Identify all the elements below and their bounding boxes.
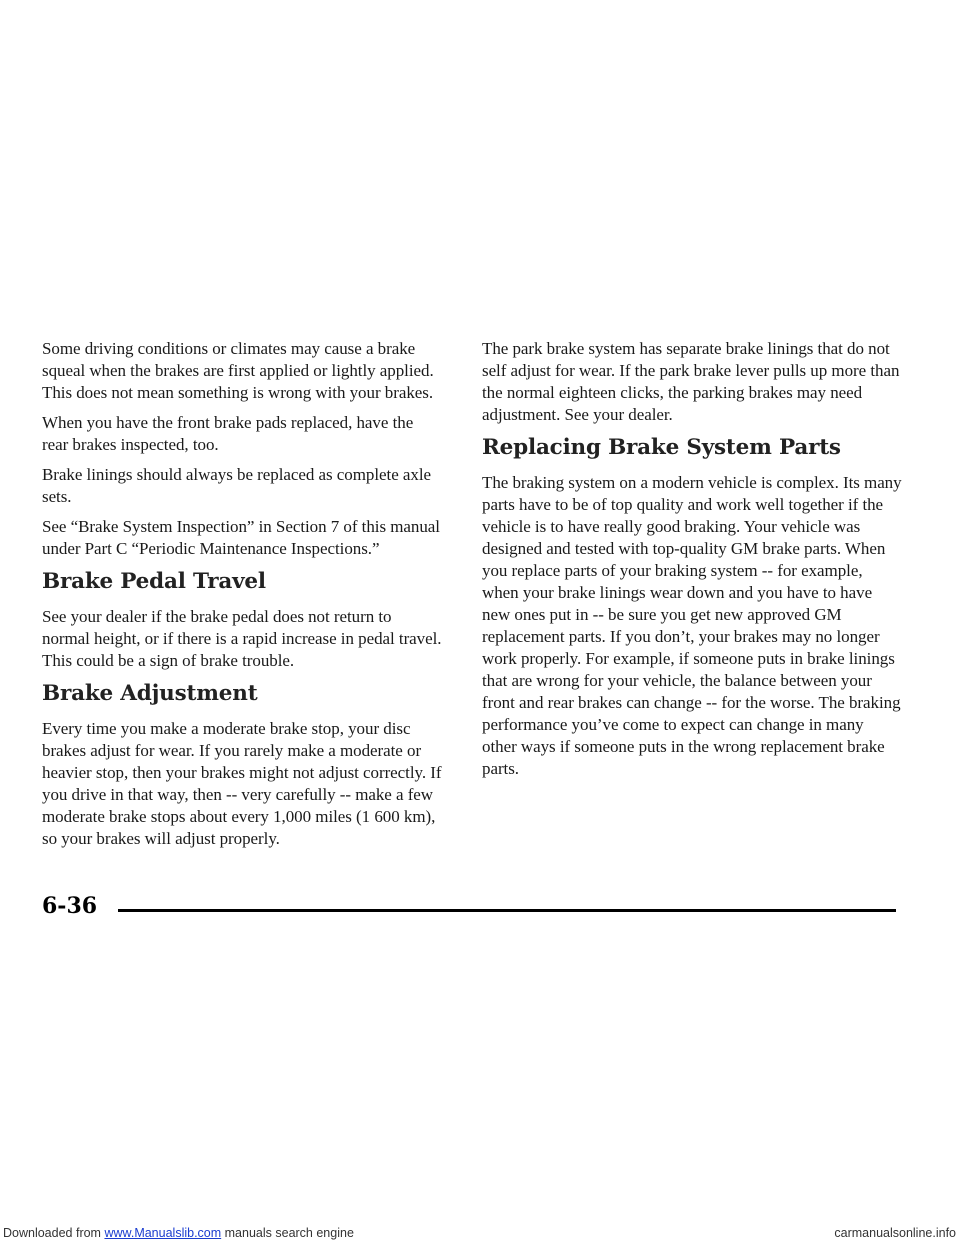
paragraph-front-pads: When you have the front brake pads replaced, have the rear brakes inspected, too. <box>42 413 414 454</box>
footer-suffix: manuals search engine <box>221 1226 354 1240</box>
footer-left <box>3 1226 354 1240</box>
footer-prefix: Downloaded from <box>3 1226 105 1240</box>
paragraph-pedal-travel: See your dealer if the brake pedal does not return to normal height, or if there is a rapid increase in pedal travel. This could be a sign of brake trouble. <box>42 607 442 670</box>
heading-brake-pedal-travel: Brake Pedal Travel <box>42 569 266 594</box>
paragraph-replacing-parts: The braking system on a modern vehicle is complex. Its many parts have to be of top quality and work well together if the vehicle is to have really good braking. Your vehicle was designed and tested with top-quality GM brake parts. When you replace parts of your braking system -- for example, when your brake linings wear down and you have to have new ones put in -- be sure you get new approved GM replacement parts. If you don’t, your brakes may no longer work properly. For example, if someone puts in brake linings that are wrong for your vehicle, the balance between your front and rear brakes can change -- for the worse. The braking performance you’ve come to expect can change in many other ways if someone puts in the wrong replacement brake parts. <box>482 473 902 778</box>
paragraph-linings-axle: Brake linings should always be replaced as complete axle sets. <box>42 465 432 506</box>
manualslib-link[interactable]: www.Manualslib.com <box>104 1226 222 1240</box>
heading-brake-adjustment: Brake Adjustment <box>42 681 258 706</box>
left-column <box>42 338 442 858</box>
paragraph-park-brake: The park brake system has separate brake linings that do not self adjust for wear. If the park brake lever pulls up more than the normal eighteen clicks, the parking brakes may need adjustment. See your dealer. <box>482 339 900 424</box>
footer-rule <box>118 909 896 912</box>
right-column <box>482 338 902 788</box>
paragraph-see-inspection: See “Brake System Inspection” in Section 7 of this manual under Part C “Periodic Maintenance Inspections.” <box>42 517 440 558</box>
paragraph-brake-squeal: Some driving conditions or climates may cause a brake squeal when the brakes are first applied or lightly applied. This does not mean something is wrong with your brakes. <box>42 339 434 402</box>
heading-replacing-parts: Replacing Brake System Parts <box>482 435 841 460</box>
page-number: 6-36 <box>42 893 98 919</box>
paragraph-brake-adjustment: Every time you make a moderate brake stop, your disc brakes adjust for wear. If you rarely make a moderate or heavier stop, then your brakes might not adjust correctly. If you drive in that way, then -- very carefully -- make a few moderate brake stops about every 1,000 miles (1 600 km), so your brakes will adjust properly. <box>42 719 442 848</box>
footer-watermark: carmanualsonline.info <box>834 1226 956 1240</box>
